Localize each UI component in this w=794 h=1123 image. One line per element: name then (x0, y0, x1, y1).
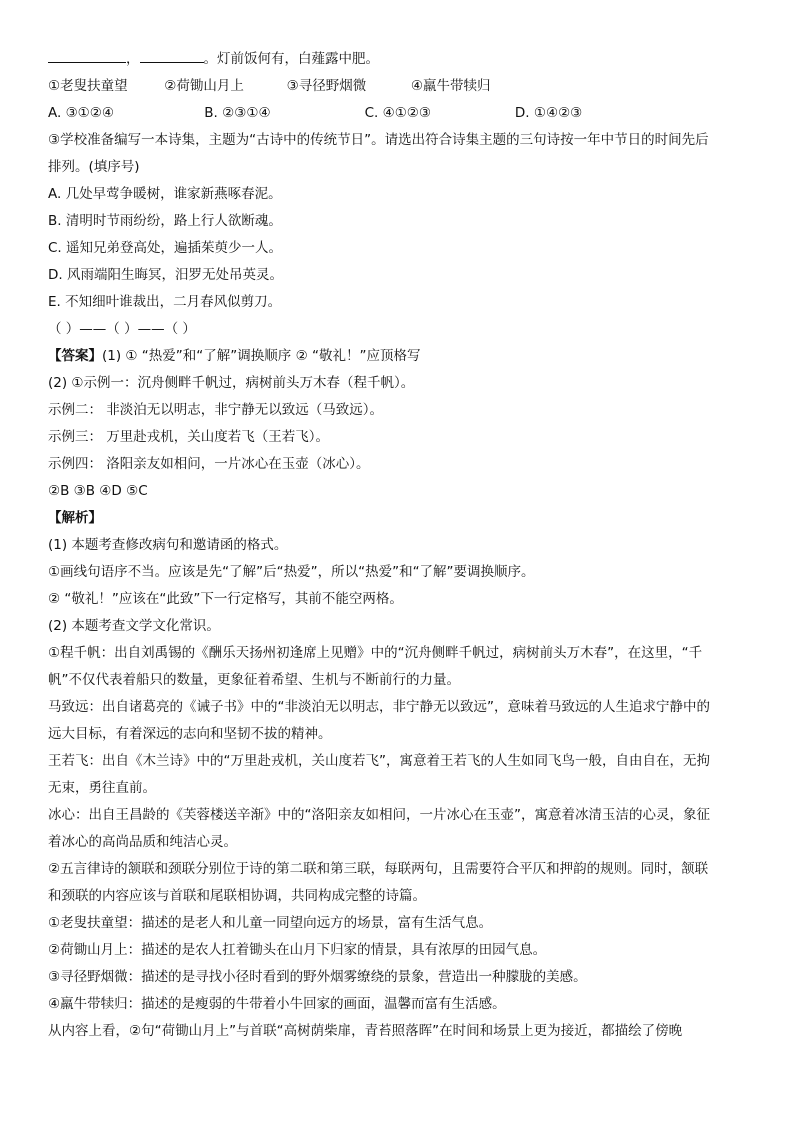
analysis-line: 帆”不仅代表着船只的数量，更象征着希望、生机与不断前行的力量。 (48, 672, 460, 688)
q3-answer-blanks[interactable]: （ ）——（ ）——（ ） (48, 321, 196, 337)
option-a: A. ③①②④ (48, 105, 114, 121)
abcd-options (48, 104, 750, 122)
q3-option-d: D. 风雨端阳生晦冥，汨罗无处吊英灵。 (48, 267, 283, 283)
answer-line-6: ②B ③B ④D ⑤C (48, 483, 148, 499)
fill-blank-2[interactable] (140, 50, 204, 63)
option-d: D. ①④②③ (514, 105, 583, 121)
analysis-line: ②荷锄山月上：描述的是农人扛着锄头在山月下归家的情景，具有浓厚的田园气息。 (48, 942, 547, 958)
analysis-line: 从内容上看，②句“荷锄山月上”与首联“高树荫柴扉，青苔照落晖”在时间和场景上更为接近，都描绘了傍晚 (48, 1023, 683, 1039)
analysis-line: 远大目标，有着深远的志向和坚韧不拔的精神。 (48, 726, 332, 742)
analysis-line: (1) 本题考查修改病句和邀请函的格式。 (48, 537, 288, 553)
analysis-line: ④羸牛带犊归：描述的是瘦弱的牛带着小牛回家的画面，温馨而富有生活感。 (48, 996, 506, 1012)
analysis-line: 马致远：出自诸葛亮的《诫子书》中的“非淡泊无以明志，非宁静无以致远”，意味着马致远的人生追求宁静中的 (48, 699, 710, 715)
q3-stem-line-2: 排列。(填序号) (48, 159, 140, 175)
answer-tag: 【答案】 (48, 348, 102, 364)
option-b: B. ②③①④ (204, 105, 271, 121)
answer-line-1: 【答案】(1) ① “热爱”和“了解”调换顺序 ② “敬礼！”应顶格写 (48, 348, 421, 364)
choice-1: ①老叟扶童望 (48, 78, 128, 94)
analysis-line: 和颈联的内容应该与首联和尾联相协调，共同构成完整的诗篇。 (48, 888, 426, 904)
q3-option-c: C. 遥知兄弟登高处，遍插茱萸少一人。 (48, 240, 283, 256)
q3-option-e: E. 不知细叶谁裁出，二月春风似剪刀。 (48, 294, 282, 310)
analysis-line: 冰心：出自王昌龄的《芙蓉楼送辛渐》中的“洛阳亲友如相问，一片冰心在玉壶”，寓意着冰清玉洁的心灵，象征 (48, 807, 710, 823)
answer-line-5: 示例四： 洛阳亲友如相问，一片冰心在玉壶（冰心）。 (48, 456, 370, 472)
option-c: C. ④①②③ (364, 105, 432, 121)
answer-line-3: 示例二： 非淡泊无以明志，非宁静无以致远（马致远）。 (48, 402, 384, 418)
header-line: ， 。灯前饭何有，白薤露中肥。 (48, 50, 750, 68)
analysis-line: 着冰心的高尚品质和纯洁心灵。 (48, 834, 237, 850)
q3-option-b: B. 清明时节雨纷纷，路上行人欲断魂。 (48, 213, 282, 229)
fill-blank-1[interactable] (48, 50, 126, 63)
analysis-line: ①程千帆：出自刘禹锡的《酬乐天扬州初逢席上见赠》中的“沉舟侧畔千帆过，病树前头万木春”，在这里，“千 (48, 645, 703, 661)
q3-option-a: A. 几处早莺争暖树，谁家新燕啄春泥。 (48, 186, 282, 202)
analysis-line: ②五言律诗的颔联和颈联分别位于诗的第二联和第三联，每联两句，且需要符合平仄和押韵的规则。同时，颔联 (48, 861, 709, 877)
poem-line-choices (48, 77, 750, 95)
analysis-line: (2) 本题考查文学文化常识。 (48, 618, 220, 634)
choice-3: ③寻径野烟微 (286, 78, 367, 94)
analysis-line: ② “敬礼！”应该在“此致”下一行定格写，其前不能空两格。 (48, 591, 403, 607)
answer-line-4: 示例三： 万里赴戎机，关山度若飞（王若飞）。 (48, 429, 330, 445)
analysis-line: 无束，勇往直前。 (48, 780, 156, 796)
analysis-line: ①画线句语序不当。应该是先“了解”后“热爱”，所以“热爱”和“了解”要调换顺序。 (48, 564, 535, 580)
analysis-line: ①老叟扶童望：描述的是老人和儿童一同望向远方的场景，富有生活气息。 (48, 915, 493, 931)
analysis-tag: 【解析】 (48, 510, 102, 526)
analysis-line: 王若飞：出自《木兰诗》中的“万里赴戎机，关山度若飞”，寓意着王若飞的人生如同飞鸟一般，自由自在，无拘 (48, 753, 710, 769)
analysis-line: ③寻径野烟微：描述的是寻找小径时看到的野外烟雾缭绕的景象，营造出一种朦胧的美感。 (48, 969, 587, 985)
answer-line-2: (2) ①示例一：沉舟侧畔千帆过，病树前头万木春（程千帆）。 (48, 375, 415, 391)
q3-stem-line-1: ③学校准备编写一本诗集，主题为“古诗中的传统节日”。请选出符合诗集主题的三句诗按一年中节日的时间先后 (48, 132, 709, 148)
choice-2: ②荷锄山月上 (164, 78, 244, 94)
choice-4: ④羸牛带犊归 (410, 78, 491, 94)
